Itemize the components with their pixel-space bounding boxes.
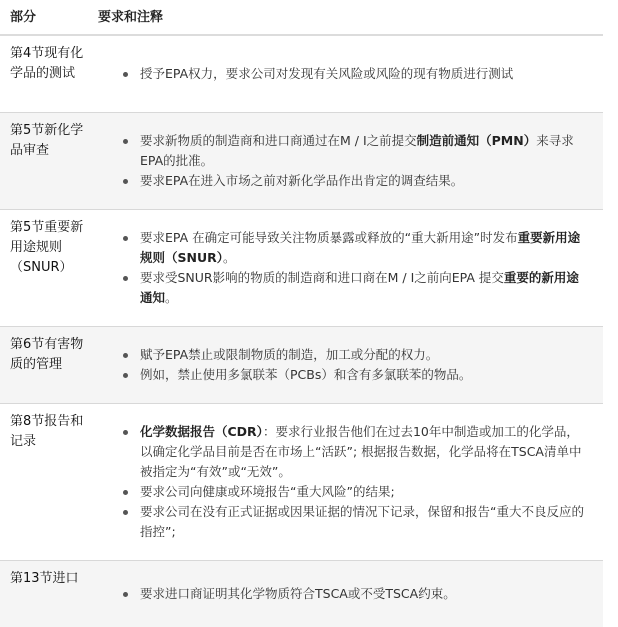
header-section: 部分 — [10, 10, 37, 25]
requirements-cell — [98, 210, 603, 326]
section-cell: 第5节重要新用途规则（SNUR） — [10, 220, 84, 275]
list-item: 化学数据报告（CDR）：要求行业报告他们在过去10年中制造或加工的化学品，以确定化学品目前是否在市场上“活跃”; 根据报告数据，化学品将在TSCA清单中被指定为“有效”或“无效”。 — [140, 422, 603, 482]
list-item: 要求新物质的制造商和进口商通过在M / I之前提交制造前通知（PMN）来寻求EPA的批准。 — [140, 131, 603, 171]
section-cell: 第13节进口 — [10, 571, 79, 586]
list-item: 要求EPA在进入市场之前对新化学品作出肯定的调查结果。 — [140, 171, 603, 191]
table-header — [0, 0, 603, 36]
header-requirements: 要求和注释 — [98, 10, 164, 25]
list-item: 要求进口商证明其化学物质符合TSCA或不受TSCA约束。 — [140, 584, 468, 604]
requirements-cell — [98, 113, 603, 209]
list-item: 授予EPA权力，要求公司对发现有关风险或风险的现有物质进行测试 — [140, 64, 525, 84]
requirements-cell — [98, 561, 603, 627]
list-item: 要求受SNUR影响的物质的制造商和进口商在M / I之前向EPA 提交重要的新用途通知。 — [140, 268, 603, 308]
list-item: 赋予EPA禁止或限制物质的制造，加工或分配的权力。 — [140, 345, 483, 365]
table-row-section13 — [0, 561, 603, 627]
table-row-section5-review — [0, 113, 603, 210]
table-row-section6 — [0, 327, 603, 404]
requirements-cell — [98, 36, 603, 112]
section-cell: 第4节现有化学品的测试 — [10, 46, 84, 81]
table-row-section4 — [0, 36, 603, 113]
section-cell: 第8节报告和记录 — [10, 414, 84, 449]
list-item: 要求公司在没有正式证据或因果证据的情况下记录，保留和报告“重大不良反应的指控”; — [140, 502, 603, 542]
list-item: 例如，禁止使用多氯联苯（PCBs）和含有多氯联苯的物品。 — [140, 365, 483, 385]
list-item: 要求公司向健康或环境报告“重大风险”的结果; — [140, 482, 603, 502]
table-row-section8 — [0, 404, 603, 561]
requirements-cell — [98, 404, 603, 560]
requirements-cell — [98, 327, 603, 403]
section-cell: 第6节有害物质的管理 — [10, 337, 84, 372]
list-item: 要求EPA 在确定可能导致关注物质暴露或释放的“重大新用途”时发布重要新用途规则（SNUR）。 — [140, 228, 603, 268]
table-row-section5-snur — [0, 210, 603, 327]
section-cell: 第5节新化学品审查 — [10, 123, 84, 158]
